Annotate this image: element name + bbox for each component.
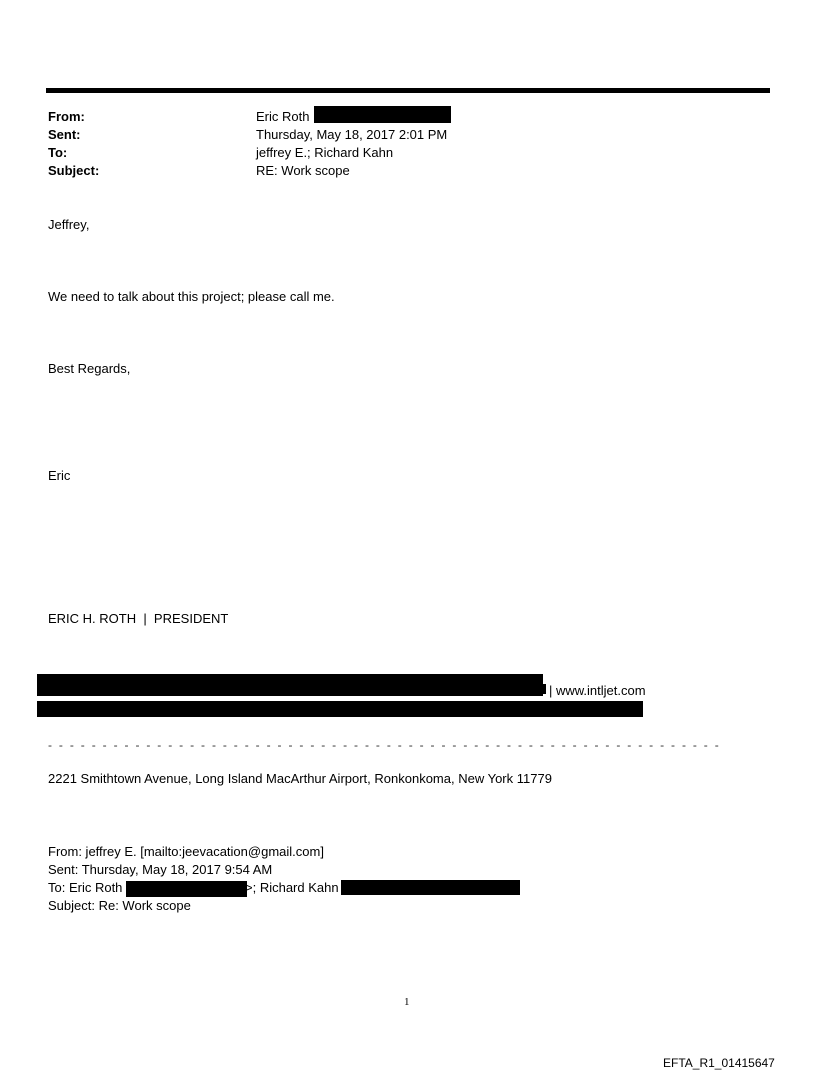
to-label: To: — [48, 145, 68, 160]
separator-line: - - - - - - - - - - - - - - - - - - - - - - - - - - - - - - - - - - - - - - - - - - - - - - - - - - - - - - - - - - - - - - — [48, 738, 721, 752]
subject-label: Subject: — [48, 163, 100, 178]
quoted-to-redaction-1 — [126, 881, 247, 897]
contact-redaction-1-tail — [541, 684, 546, 694]
contact-redaction-2 — [37, 701, 643, 717]
bates-number: EFTA_R1_01415647 — [663, 1056, 775, 1070]
subject-value: RE: Work scope — [256, 163, 350, 178]
to-value: jeffrey E.; Richard Kahn — [256, 145, 394, 160]
quoted-sent: Sent: Thursday, May 18, 2017 9:54 AM — [48, 862, 273, 877]
page-number: 1 — [404, 996, 410, 1008]
from-email-redaction — [314, 106, 451, 123]
quoted-subject: Subject: Re: Work scope — [48, 898, 191, 913]
sent-label: Sent: — [48, 127, 81, 142]
address: 2221 Smithtown Avenue, Long Island MacArthur Airport, Ronkonkoma, New York 11779 — [48, 771, 552, 786]
header-rule — [46, 88, 770, 93]
from-value: Eric Roth — [256, 109, 310, 124]
quoted-to-prefix: To: Eric Roth — [48, 880, 123, 895]
closing: Best Regards, — [48, 361, 131, 376]
contact-redaction-1 — [37, 674, 543, 696]
quoted-to-middle: >; Richard Kahn — [245, 880, 339, 895]
greeting: Jeffrey, — [48, 217, 90, 232]
sent-value: Thursday, May 18, 2017 2:01 PM — [256, 127, 448, 142]
signature-name-title: ERIC H. ROTH | PRESIDENT — [48, 611, 229, 626]
quoted-to-redaction-2 — [341, 880, 520, 895]
website-link[interactable]: | www.intljet.com — [549, 683, 646, 698]
quoted-from: From: jeffrey E. [mailto:jeevacation@gmail.com] — [48, 844, 324, 859]
from-label: From: — [48, 109, 85, 124]
signoff: Eric — [48, 468, 71, 483]
message-text: We need to talk about this project; please call me. — [48, 289, 335, 304]
